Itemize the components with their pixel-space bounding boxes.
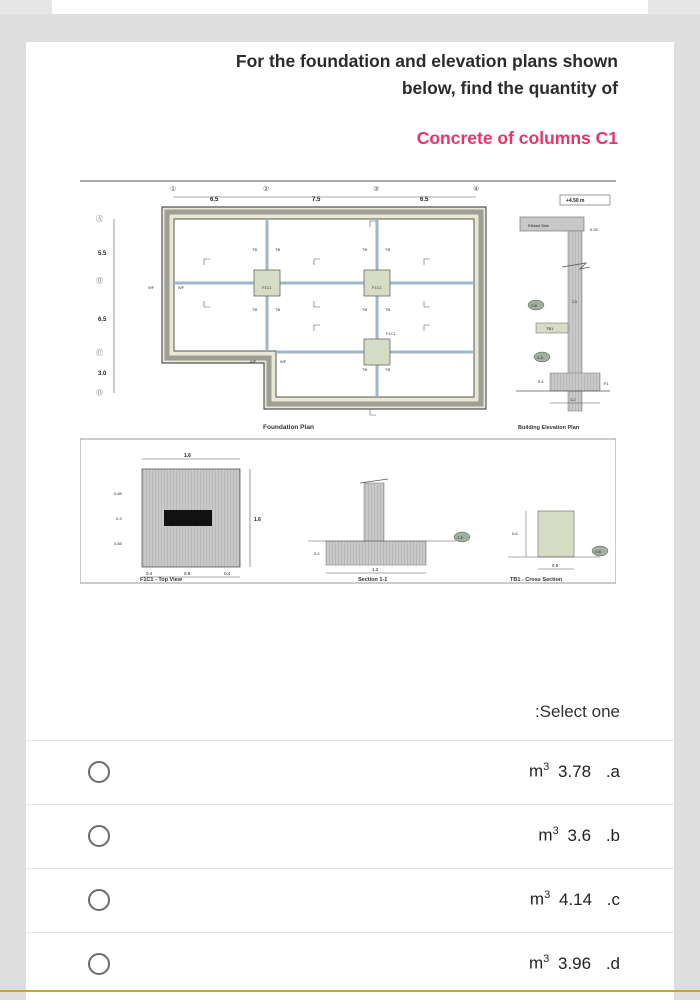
tb-label-4: TB	[385, 247, 391, 252]
question-figure	[80, 177, 616, 587]
option-b-text	[538, 825, 620, 846]
option-c-exp: 3	[544, 889, 551, 901]
option-a[interactable]	[26, 740, 674, 805]
option-d-exp: 3	[543, 953, 550, 965]
footing-b3	[364, 270, 390, 296]
option-d-radio[interactable]	[88, 953, 110, 975]
option-a-exp: 3	[543, 761, 550, 773]
tb1-rect	[538, 511, 574, 557]
footing-f1	[550, 373, 600, 391]
column-label: C1	[572, 299, 578, 304]
building-elevation	[516, 195, 610, 431]
top-view-dim-bottom-1: 0.4	[146, 571, 153, 576]
span-y-1: 5.5	[98, 251, 107, 257]
option-a-text	[529, 761, 620, 782]
foundation-plan-title: Foundation Plan	[263, 424, 314, 431]
bottom-accent-line	[0, 990, 700, 992]
footing-label-3: F1C1	[386, 331, 396, 336]
footing-b2	[254, 270, 280, 296]
section-title: Section 1-1	[358, 577, 388, 583]
question-highlight: Concrete of columns C1	[416, 128, 618, 148]
option-c-radio[interactable]	[88, 889, 110, 911]
slab-label: Ribbed Slab	[528, 224, 549, 228]
question-text	[26, 48, 618, 102]
tb1-level: -0.8	[594, 549, 601, 554]
option-d[interactable]	[26, 932, 674, 997]
span-y-3: 3.0	[98, 371, 107, 377]
option-c-value: 4.14	[558, 889, 593, 909]
span-y-2: 6.5	[98, 317, 107, 323]
slab-thickness: 0.25	[590, 227, 598, 232]
footing-label: F1	[604, 381, 609, 386]
question-line-1: For the foundation and elevation plans shown	[235, 51, 618, 71]
wf-label-1: WF	[148, 285, 155, 290]
option-b-exp: 3	[552, 825, 559, 837]
section-footing	[326, 541, 426, 565]
tb-label-7: TB	[362, 307, 368, 312]
option-c[interactable]	[26, 868, 674, 933]
section-1-1	[308, 479, 470, 583]
section-break	[360, 479, 388, 483]
tb-label-1: TB	[252, 247, 258, 252]
top-view-dim-top-text: 1.6	[184, 453, 191, 459]
question-card	[26, 42, 674, 1000]
wall-footing-inner	[174, 219, 474, 397]
option-c-letter: .c	[606, 889, 620, 909]
top-view-title: F1C1 - Top View	[140, 577, 182, 583]
section-column	[364, 483, 384, 541]
footing-height: 0.4	[538, 379, 544, 384]
top-view-column	[164, 510, 212, 526]
option-d-text	[529, 953, 620, 974]
grid-row-c: Ⓒ	[96, 350, 103, 357]
grid-row-a: Ⓐ	[96, 216, 103, 223]
tb1-width: 0.5	[552, 563, 559, 568]
option-a-letter: .a	[605, 761, 620, 781]
top-view-dim-left-3: 0.65	[114, 541, 122, 546]
grid-row-d: Ⓓ	[96, 390, 103, 397]
grid-row-b: Ⓑ	[96, 278, 103, 285]
top-view-dim-bottom-2: 0.8	[184, 571, 191, 576]
top-view-dim-bottom-3: 0.4	[224, 571, 231, 576]
tb1-height: 0.6	[512, 531, 518, 536]
tb1-title: TB1 - Cross Section	[510, 577, 563, 583]
wf-label-3: WF	[250, 359, 257, 364]
top-view-dim-left-2: 0.3	[116, 516, 122, 521]
option-b-letter: .b	[605, 825, 620, 845]
level-found: -1.5	[536, 355, 543, 360]
option-a-value: 3.78	[557, 761, 592, 781]
top-view	[114, 453, 261, 583]
tie-beam-label: TB1	[546, 326, 554, 331]
top-level-label: +4.50 m	[566, 198, 585, 204]
top-view-dim-right-text: 1.6	[254, 517, 261, 523]
tb-label-9: TB	[362, 367, 368, 372]
footing-c3	[364, 339, 390, 365]
tb1-cross-section	[508, 511, 608, 583]
grid-col-4: ④	[473, 186, 480, 193]
tb-label-3: TB	[362, 247, 368, 252]
footing-label-2: F1C1	[372, 285, 382, 290]
question-line-2: below, find the quantity of	[401, 78, 618, 98]
tb-label-5: TB	[252, 307, 258, 312]
option-b-radio[interactable]	[88, 825, 110, 847]
footing-label-1: F1C1	[262, 285, 272, 290]
grid-col-3: ③	[373, 186, 380, 193]
option-c-text	[530, 889, 620, 910]
option-b[interactable]	[26, 804, 674, 869]
grid-col-1: ①	[170, 186, 177, 193]
elevation-title: Building Elevation Plan	[518, 425, 580, 431]
span-x-3: 6.5	[420, 197, 429, 203]
option-b-value: 3.6	[567, 825, 592, 845]
span-x-2: 7.5	[312, 197, 321, 203]
select-one-label: :Select one	[534, 702, 620, 721]
top-strip	[0, 0, 700, 14]
tb-label-2: TB	[275, 247, 281, 252]
tb-label-10: TB	[385, 367, 391, 372]
section-level: -1.5	[456, 535, 463, 540]
wf-label-4: WF	[280, 359, 287, 364]
tb-label-6: TB	[275, 307, 281, 312]
top-strip-inner	[52, 0, 648, 14]
option-b-unit: m	[538, 825, 553, 845]
foundation-plan	[96, 185, 486, 431]
level-tb: -0.8	[530, 303, 537, 308]
option-c-unit: m	[529, 889, 545, 909]
tb-label-8: TB	[385, 307, 391, 312]
option-d-value: 3.96	[557, 953, 592, 973]
footing-width: 1.2	[570, 397, 576, 402]
span-x-1: 6.5	[210, 197, 219, 203]
top-view-dim-left-1: 0.65	[114, 491, 122, 496]
section-height: 0.4	[314, 551, 320, 556]
section-width: 1.2	[372, 567, 379, 572]
structural-drawing	[80, 177, 616, 587]
option-d-letter: .d	[605, 953, 620, 973]
option-d-unit: m	[528, 953, 544, 973]
wf-label-2: WF	[178, 285, 185, 290]
option-a-unit: m	[528, 761, 544, 781]
option-a-radio[interactable]	[88, 761, 110, 783]
grid-col-2: ②	[263, 186, 270, 193]
